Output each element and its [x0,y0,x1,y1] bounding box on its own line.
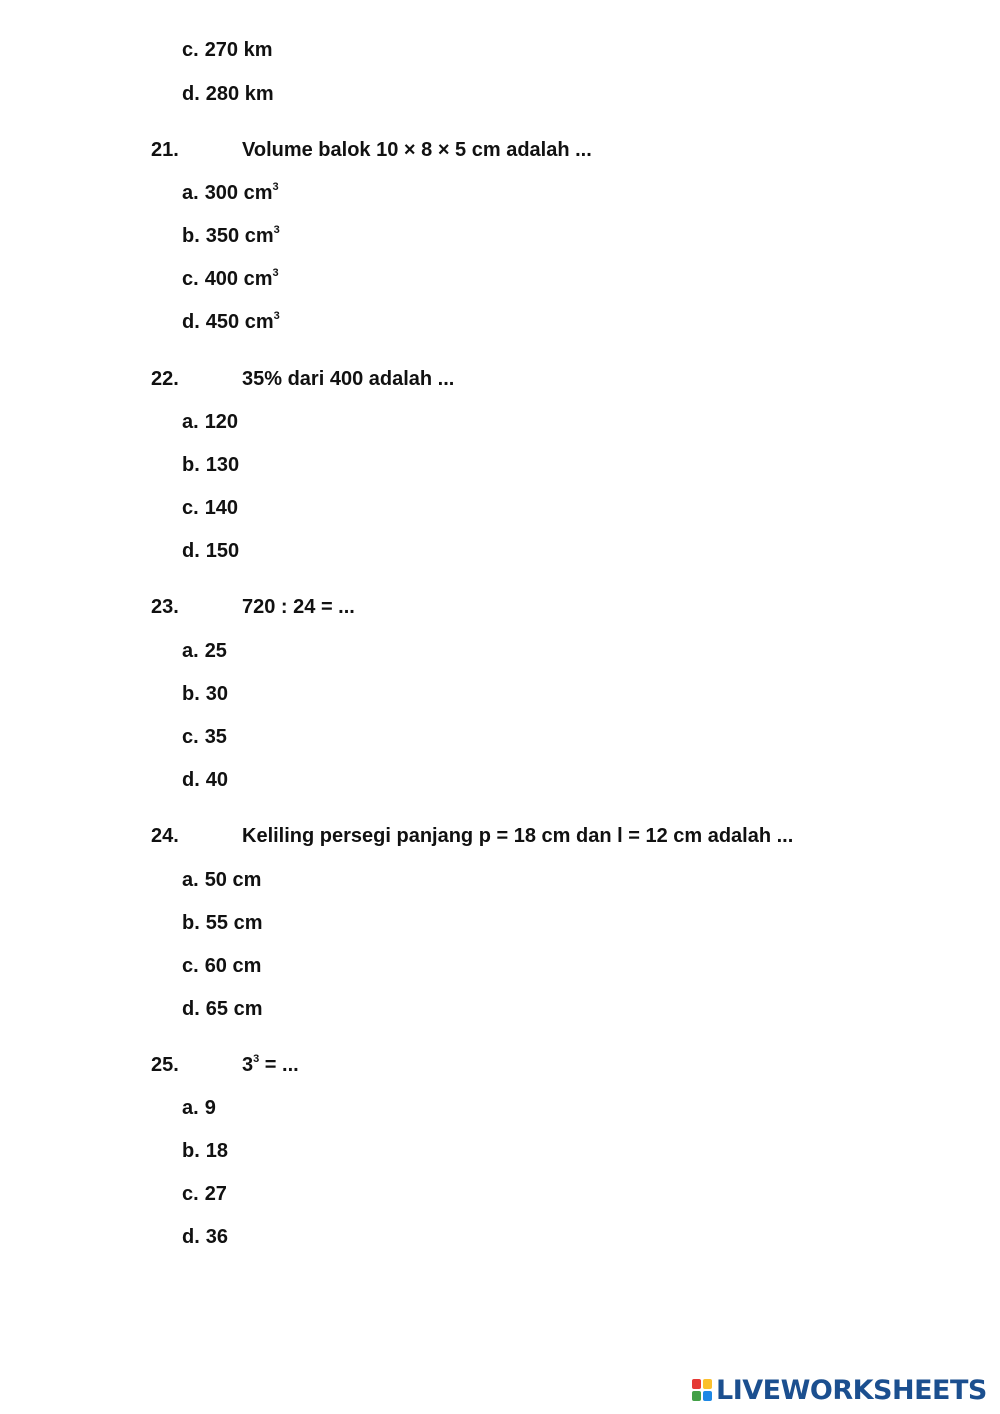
option-text: 65 cm [205,998,263,1020]
question-number: 22. [151,368,179,390]
option-text: 25 [204,640,227,662]
option-letter: d. [182,769,200,791]
question-rest: = ... [259,1054,299,1076]
question-text: Keliling persegi panjang p = 18 cm dan l = 12 cm adalah ... [242,825,794,847]
list-item [182,954,261,978]
option-text: 60 cm [204,955,262,977]
list-item [182,1139,228,1163]
option-letter: b. [182,1140,200,1162]
option-text: 27 [204,1183,227,1205]
option-letter: a. [182,411,199,433]
question-text [242,1053,299,1077]
list-item [182,911,263,935]
exponent: 3 [253,1053,260,1065]
list-item [182,181,279,205]
option-text: 30 [205,683,229,705]
question-number: 21. [151,139,179,161]
question-text: 720 : 24 = ... [242,596,355,618]
option-text: 120 [204,411,239,433]
option-letter: c. [182,268,199,290]
option-text: 450 cm [205,311,274,333]
exponent: 3 [273,310,280,322]
exponent: 3 [272,267,279,279]
option-letter: c. [182,1183,199,1205]
option-text: 36 [205,1226,229,1248]
list-item [182,1182,227,1206]
question-number: 25. [151,1054,179,1076]
option-letter: a. [182,1097,199,1119]
option-text: 50 cm [204,869,262,891]
question-text: Volume balok 10 × 8 × 5 cm adalah ... [242,139,592,161]
option-letter: c. [182,39,199,61]
option-letter: c. [182,497,199,519]
option-text: 35 [204,726,227,748]
exponent: 3 [272,181,279,193]
option-text: 280 km [205,83,274,105]
option-letter: b. [182,454,200,476]
option-letter: d. [182,1226,200,1248]
list-item [182,1225,228,1249]
logo-mark-icon [692,1379,712,1401]
option-letter: d. [182,998,200,1020]
list-item [182,682,228,706]
option-letter: b. [182,225,200,247]
list-item [182,768,228,792]
option-text: 350 cm [205,225,274,247]
option-text: 140 [204,497,239,519]
option-letter: d. [182,311,200,333]
option-letter: b. [182,912,200,934]
question-number: 23. [151,596,179,618]
question-number: 24. [151,825,179,847]
option-letter: b. [182,683,200,705]
list-item [182,639,227,663]
list-item [182,310,280,334]
logo-square-green [692,1391,701,1401]
option-text: 300 cm [204,182,273,204]
list-item [182,38,273,62]
option-text: 400 cm [204,268,273,290]
option-letter: d. [182,83,200,105]
exponent: 3 [273,224,280,236]
list-item [182,410,238,434]
option-letter: c. [182,955,199,977]
list-item [182,496,238,520]
option-text: 130 [205,454,240,476]
list-item [182,868,261,892]
list-item [182,224,280,248]
option-text: 9 [204,1097,216,1119]
list-item [182,725,227,749]
option-text: 270 km [204,39,273,61]
option-letter: a. [182,640,199,662]
option-text: 18 [205,1140,229,1162]
option-text: 55 cm [205,912,263,934]
option-text: 150 [205,540,240,562]
logo-square-red [692,1379,701,1389]
list-item [182,267,279,291]
option-text: 40 [205,769,229,791]
logo-square-yellow [703,1379,712,1389]
option-letter: d. [182,540,200,562]
option-letter: c. [182,726,199,748]
list-item [182,82,274,106]
list-item [182,453,239,477]
list-item [182,1096,216,1120]
logo-square-blue [703,1391,712,1401]
list-item [182,997,263,1021]
option-letter: a. [182,182,199,204]
liveworksheets-logo [692,1374,987,1406]
option-letter: a. [182,869,199,891]
logo-text: LIVEWORKSHEETS [716,1374,987,1406]
question-text: 35% dari 400 adalah ... [242,368,455,390]
question-base: 3 [242,1054,254,1076]
list-item [182,539,239,563]
